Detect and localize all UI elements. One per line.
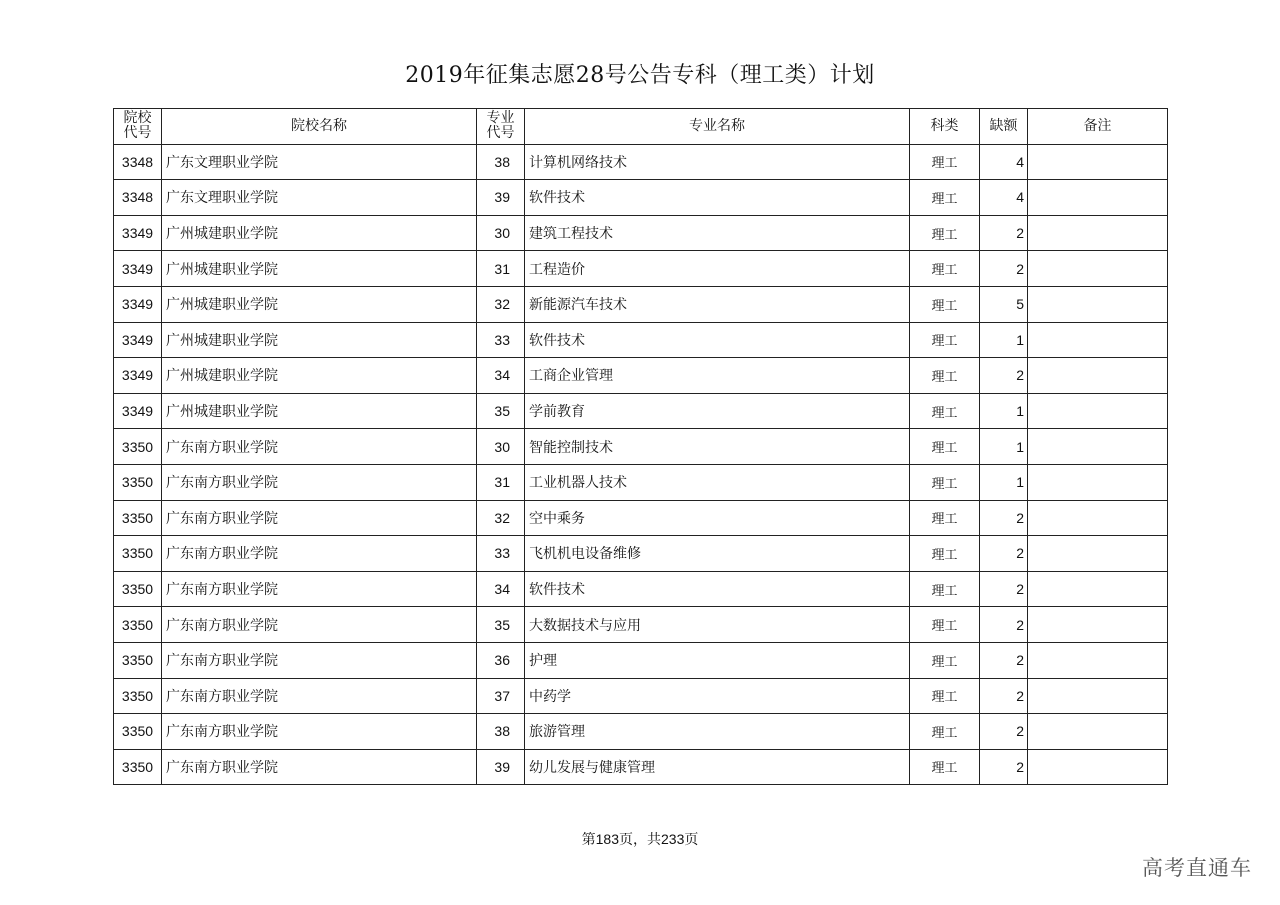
major-name-cell: 空中乘务 bbox=[525, 500, 910, 536]
table-row bbox=[114, 215, 1168, 251]
vacancy-cell: 2 bbox=[980, 642, 1028, 678]
category-cell: 理工 bbox=[910, 571, 980, 607]
school-name-cell: 广州城建职业学院 bbox=[162, 251, 477, 287]
school-code-cell: 3350 bbox=[114, 464, 162, 500]
vacancy-cell: 2 bbox=[980, 749, 1028, 785]
table-row bbox=[114, 607, 1168, 643]
category-cell: 理工 bbox=[910, 642, 980, 678]
major-code-cell: 34 bbox=[477, 571, 525, 607]
plan-table bbox=[113, 108, 1168, 785]
vacancy-cell: 4 bbox=[980, 144, 1028, 180]
school-code-cell: 3349 bbox=[114, 251, 162, 287]
major-code-cell: 36 bbox=[477, 642, 525, 678]
remark-cell bbox=[1028, 322, 1168, 358]
major-code-cell: 32 bbox=[477, 286, 525, 322]
vacancy-cell: 2 bbox=[980, 678, 1028, 714]
vacancy-cell: 2 bbox=[980, 500, 1028, 536]
major-code-cell: 35 bbox=[477, 393, 525, 429]
major-code-cell: 39 bbox=[477, 180, 525, 216]
remark-cell bbox=[1028, 678, 1168, 714]
school-code-cell: 3348 bbox=[114, 144, 162, 180]
table-row bbox=[114, 251, 1168, 287]
footer-suffix: 页 bbox=[684, 832, 699, 848]
category-cell: 理工 bbox=[910, 678, 980, 714]
category-cell: 理工 bbox=[910, 215, 980, 251]
remark-cell bbox=[1028, 642, 1168, 678]
school-code-cell: 3349 bbox=[114, 393, 162, 429]
vacancy-cell: 2 bbox=[980, 571, 1028, 607]
vacancy-cell: 2 bbox=[980, 215, 1028, 251]
vacancy-cell: 2 bbox=[980, 358, 1028, 394]
major-name-cell: 飞机机电设备维修 bbox=[525, 536, 910, 572]
major-name-cell: 计算机网络技术 bbox=[525, 144, 910, 180]
major-code-cell: 34 bbox=[477, 358, 525, 394]
remark-cell bbox=[1028, 571, 1168, 607]
remark-cell bbox=[1028, 607, 1168, 643]
vacancy-cell: 1 bbox=[980, 393, 1028, 429]
header-category: 科类 bbox=[910, 109, 980, 145]
school-name-cell: 广州城建职业学院 bbox=[162, 322, 477, 358]
major-code-cell: 33 bbox=[477, 536, 525, 572]
header-school-code: 院校 代号 bbox=[114, 109, 162, 145]
school-code-cell: 3350 bbox=[114, 536, 162, 572]
school-name-cell: 广东南方职业学院 bbox=[162, 429, 477, 465]
vacancy-cell: 5 bbox=[980, 286, 1028, 322]
major-name-cell: 旅游管理 bbox=[525, 714, 910, 750]
page-title: 2019年征集志愿28号公告专科（理工类）计划 bbox=[405, 63, 875, 88]
school-name-cell: 广州城建职业学院 bbox=[162, 393, 477, 429]
school-code-cell: 3350 bbox=[114, 714, 162, 750]
table-row bbox=[114, 429, 1168, 465]
school-code-cell: 3350 bbox=[114, 500, 162, 536]
vacancy-cell: 2 bbox=[980, 607, 1028, 643]
remark-cell bbox=[1028, 714, 1168, 750]
footer-page-number: 183 bbox=[595, 831, 619, 847]
school-name-cell: 广东南方职业学院 bbox=[162, 607, 477, 643]
watermark: 高考直通车 bbox=[1142, 856, 1252, 880]
footer-total-pages: 233 bbox=[661, 831, 685, 847]
table-header-row bbox=[114, 109, 1168, 145]
table-row bbox=[114, 393, 1168, 429]
school-code-cell: 3350 bbox=[114, 429, 162, 465]
category-cell: 理工 bbox=[910, 714, 980, 750]
remark-cell bbox=[1028, 144, 1168, 180]
vacancy-cell: 2 bbox=[980, 714, 1028, 750]
table-row bbox=[114, 500, 1168, 536]
school-name-cell: 广东南方职业学院 bbox=[162, 749, 477, 785]
remark-cell bbox=[1028, 180, 1168, 216]
school-name-cell: 广东南方职业学院 bbox=[162, 500, 477, 536]
vacancy-cell: 1 bbox=[980, 322, 1028, 358]
major-code-cell: 33 bbox=[477, 322, 525, 358]
category-cell: 理工 bbox=[910, 500, 980, 536]
school-name-cell: 广东文理职业学院 bbox=[162, 180, 477, 216]
table-row bbox=[114, 144, 1168, 180]
remark-cell bbox=[1028, 429, 1168, 465]
table-row bbox=[114, 322, 1168, 358]
school-code-cell: 3350 bbox=[114, 571, 162, 607]
category-cell: 理工 bbox=[910, 144, 980, 180]
table-row bbox=[114, 358, 1168, 394]
major-name-cell: 工业机器人技术 bbox=[525, 464, 910, 500]
header-remark: 备注 bbox=[1028, 109, 1168, 145]
header-school-name: 院校名称 bbox=[162, 109, 477, 145]
table-row bbox=[114, 464, 1168, 500]
major-name-cell: 建筑工程技术 bbox=[525, 215, 910, 251]
school-name-cell: 广东南方职业学院 bbox=[162, 678, 477, 714]
footer-middle: 页，共 bbox=[619, 832, 661, 848]
major-code-cell: 38 bbox=[477, 144, 525, 180]
category-cell: 理工 bbox=[910, 607, 980, 643]
category-cell: 理工 bbox=[910, 251, 980, 287]
table-row bbox=[114, 678, 1168, 714]
category-cell: 理工 bbox=[910, 358, 980, 394]
major-code-cell: 31 bbox=[477, 251, 525, 287]
vacancy-cell: 1 bbox=[980, 429, 1028, 465]
remark-cell bbox=[1028, 536, 1168, 572]
header-vacancy: 缺额 bbox=[980, 109, 1028, 145]
table-row bbox=[114, 642, 1168, 678]
remark-cell bbox=[1028, 393, 1168, 429]
major-name-cell: 幼儿发展与健康管理 bbox=[525, 749, 910, 785]
category-cell: 理工 bbox=[910, 464, 980, 500]
major-name-cell: 新能源汽车技术 bbox=[525, 286, 910, 322]
major-name-cell: 工商企业管理 bbox=[525, 358, 910, 394]
school-name-cell: 广州城建职业学院 bbox=[162, 286, 477, 322]
table-row bbox=[114, 749, 1168, 785]
school-name-cell: 广东南方职业学院 bbox=[162, 571, 477, 607]
school-code-cell: 3349 bbox=[114, 215, 162, 251]
category-cell: 理工 bbox=[910, 749, 980, 785]
table-row bbox=[114, 180, 1168, 216]
table-body bbox=[114, 144, 1168, 785]
table-row bbox=[114, 714, 1168, 750]
school-code-cell: 3349 bbox=[114, 322, 162, 358]
remark-cell bbox=[1028, 464, 1168, 500]
major-name-cell: 软件技术 bbox=[525, 180, 910, 216]
school-name-cell: 广州城建职业学院 bbox=[162, 215, 477, 251]
school-name-cell: 广州城建职业学院 bbox=[162, 358, 477, 394]
major-name-cell: 软件技术 bbox=[525, 322, 910, 358]
school-code-cell: 3349 bbox=[114, 358, 162, 394]
major-name-cell: 护理 bbox=[525, 642, 910, 678]
school-code-cell: 3350 bbox=[114, 642, 162, 678]
remark-cell bbox=[1028, 286, 1168, 322]
major-code-cell: 30 bbox=[477, 215, 525, 251]
major-code-cell: 35 bbox=[477, 607, 525, 643]
category-cell: 理工 bbox=[910, 393, 980, 429]
major-name-cell: 大数据技术与应用 bbox=[525, 607, 910, 643]
major-name-cell: 工程造价 bbox=[525, 251, 910, 287]
category-cell: 理工 bbox=[910, 180, 980, 216]
major-code-cell: 31 bbox=[477, 464, 525, 500]
remark-cell bbox=[1028, 358, 1168, 394]
remark-cell bbox=[1028, 500, 1168, 536]
category-cell: 理工 bbox=[910, 286, 980, 322]
major-name-cell: 智能控制技术 bbox=[525, 429, 910, 465]
major-code-cell: 38 bbox=[477, 714, 525, 750]
page-footer bbox=[0, 829, 1280, 849]
school-code-cell: 3350 bbox=[114, 607, 162, 643]
school-name-cell: 广东南方职业学院 bbox=[162, 642, 477, 678]
school-code-cell: 3350 bbox=[114, 749, 162, 785]
major-name-cell: 中药学 bbox=[525, 678, 910, 714]
major-code-cell: 30 bbox=[477, 429, 525, 465]
school-code-cell: 3349 bbox=[114, 286, 162, 322]
table-row bbox=[114, 571, 1168, 607]
category-cell: 理工 bbox=[910, 322, 980, 358]
major-name-cell: 软件技术 bbox=[525, 571, 910, 607]
header-major-code: 专业 代号 bbox=[477, 109, 525, 145]
major-name-cell: 学前教育 bbox=[525, 393, 910, 429]
vacancy-cell: 1 bbox=[980, 464, 1028, 500]
school-name-cell: 广东南方职业学院 bbox=[162, 464, 477, 500]
header-major-name: 专业名称 bbox=[525, 109, 910, 145]
school-name-cell: 广东文理职业学院 bbox=[162, 144, 477, 180]
school-code-cell: 3350 bbox=[114, 678, 162, 714]
category-cell: 理工 bbox=[910, 536, 980, 572]
remark-cell bbox=[1028, 251, 1168, 287]
footer-prefix: 第 bbox=[581, 832, 596, 848]
category-cell: 理工 bbox=[910, 429, 980, 465]
table-row bbox=[114, 536, 1168, 572]
major-code-cell: 37 bbox=[477, 678, 525, 714]
vacancy-cell: 4 bbox=[980, 180, 1028, 216]
vacancy-cell: 2 bbox=[980, 536, 1028, 572]
table-row bbox=[114, 286, 1168, 322]
major-code-cell: 39 bbox=[477, 749, 525, 785]
school-code-cell: 3348 bbox=[114, 180, 162, 216]
remark-cell bbox=[1028, 215, 1168, 251]
vacancy-cell: 2 bbox=[980, 251, 1028, 287]
remark-cell bbox=[1028, 749, 1168, 785]
school-name-cell: 广东南方职业学院 bbox=[162, 536, 477, 572]
school-name-cell: 广东南方职业学院 bbox=[162, 714, 477, 750]
major-code-cell: 32 bbox=[477, 500, 525, 536]
